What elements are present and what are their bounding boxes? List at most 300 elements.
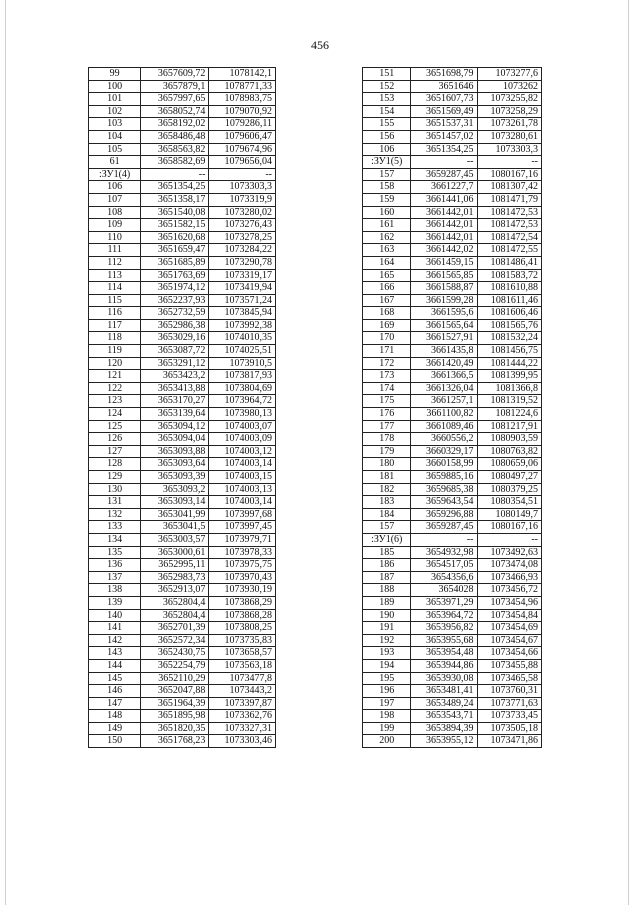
point-number-cell: 106 [363,143,411,156]
y-coordinate-cell: 1073505,18 [477,722,541,735]
x-coordinate-cell: 3651354,25 [141,181,209,194]
point-number-cell: 123 [89,395,141,408]
x-coordinate-cell: 3653489,24 [411,697,477,710]
y-coordinate-cell: 1073258,29 [477,105,541,118]
table-row [363,685,542,698]
x-coordinate-cell: 3651763,69 [141,269,209,282]
table-row [363,559,542,572]
x-coordinate-cell: 3653423,2 [141,370,209,383]
point-number-cell: 110 [89,231,141,244]
y-coordinate-cell: 1074003,07 [209,420,276,433]
x-coordinate-cell: 3654517,05 [411,559,477,572]
table-row [363,622,542,635]
x-coordinate-cell: 3661565,85 [411,269,477,282]
table-row [363,659,542,672]
x-coordinate-cell: 3661459,15 [411,256,477,269]
x-coordinate-cell: 3661599,28 [411,294,477,307]
x-coordinate-cell: 3653139,64 [141,408,209,421]
table-row [89,193,276,206]
table-row [89,609,276,622]
point-number-cell: 154 [363,105,411,118]
y-coordinate-cell: 1073276,43 [209,219,276,232]
y-coordinate-cell: 1073910,5 [209,357,276,370]
x-coordinate-cell: 3660329,17 [411,445,477,458]
point-number-cell: 115 [89,294,141,307]
point-number-cell: 139 [89,596,141,609]
y-coordinate-cell: 1073997,45 [209,521,276,534]
y-coordinate-cell: 1073868,28 [209,609,276,622]
y-coordinate-cell: 1073735,83 [209,634,276,647]
x-coordinate-cell: 3661227,7 [411,181,477,194]
y-coordinate-cell: 1073964,72 [209,395,276,408]
y-coordinate-cell: 1073970,43 [209,571,276,584]
y-coordinate-cell: 1073261,78 [477,118,541,131]
point-number-cell: 103 [89,118,141,131]
table-row [89,80,276,93]
x-coordinate-cell: 3661442,01 [411,219,477,232]
point-number-cell: 147 [89,697,141,710]
x-coordinate-cell: 3657997,65 [141,93,209,106]
point-number-cell: 120 [89,357,141,370]
x-coordinate-cell: 3659296,88 [411,508,477,521]
x-coordinate-cell: 3651659,47 [141,244,209,257]
y-coordinate-cell: 1080149,7 [477,508,541,521]
point-number-cell: 170 [363,332,411,345]
point-number-cell: 162 [363,231,411,244]
x-coordinate-cell: 3652804,4 [141,609,209,622]
table-row [89,584,276,597]
x-coordinate-cell: 3653955,12 [411,735,477,748]
y-coordinate-cell: 1081472,53 [477,206,541,219]
table-row [89,307,276,320]
point-number-cell: 152 [363,80,411,93]
table-row [363,521,542,534]
y-coordinate-cell: 1073362,76 [209,710,276,723]
y-coordinate-cell: 1079674,96 [209,143,276,156]
y-coordinate-cell: 1073868,29 [209,596,276,609]
table-row [89,93,276,106]
table-row [89,559,276,572]
table-row [89,697,276,710]
table-row [363,471,542,484]
point-number-cell: 61 [89,156,141,169]
point-number-cell: 183 [363,496,411,509]
point-number-cell: 102 [89,105,141,118]
point-number-cell: 146 [89,685,141,698]
table-row [363,634,542,647]
x-coordinate-cell: 3658192,02 [141,118,209,131]
y-coordinate-cell: 1074003,14 [209,496,276,509]
table-row [89,483,276,496]
point-number-cell: 185 [363,546,411,559]
point-number-cell: 188 [363,584,411,597]
table-row [89,319,276,332]
table-row [89,722,276,735]
table-row [363,395,542,408]
point-number-cell: 134 [89,533,141,546]
y-coordinate-cell: 1081307,42 [477,181,541,194]
point-number-cell: 178 [363,433,411,446]
x-coordinate-cell: 3653930,08 [411,672,477,685]
point-number-cell: 136 [89,559,141,572]
table-row [363,118,542,131]
x-coordinate-cell: 3652237,93 [141,294,209,307]
y-coordinate-cell: 1081610,88 [477,282,541,295]
y-coordinate-cell: 1073474,08 [477,559,541,572]
y-coordinate-cell: 1074003,13 [209,483,276,496]
y-coordinate-cell: 1073443,2 [209,685,276,698]
x-coordinate-cell: 3653041,5 [141,521,209,534]
x-coordinate-cell: 3659287,45 [411,521,477,534]
x-coordinate-cell: 3653954,48 [411,647,477,660]
table-row [363,445,542,458]
x-coordinate-cell: 3653093,88 [141,445,209,458]
point-number-cell: 101 [89,93,141,106]
x-coordinate-cell: -- [411,533,477,546]
table-row [89,647,276,660]
y-coordinate-cell: 1073303,46 [209,735,276,748]
point-number-cell: 118 [89,332,141,345]
point-number-cell: 144 [89,659,141,672]
y-coordinate-cell: 1074003,14 [209,458,276,471]
y-coordinate-cell: 1081472,54 [477,231,541,244]
table-row [89,118,276,131]
table-row [363,382,542,395]
table-row [363,256,542,269]
table-row [89,143,276,156]
x-coordinate-cell: 3652986,38 [141,319,209,332]
table-row [363,496,542,509]
point-number-cell: 175 [363,395,411,408]
point-number-cell: 194 [363,659,411,672]
x-coordinate-cell: 3661588,87 [411,282,477,295]
table-row [89,345,276,358]
point-number-cell: 142 [89,634,141,647]
table-row [89,231,276,244]
x-coordinate-cell: 3653041,99 [141,508,209,521]
table-row [363,710,542,723]
point-number-cell: 145 [89,672,141,685]
x-coordinate-cell: 3653170,27 [141,395,209,408]
y-coordinate-cell: 1073992,38 [209,319,276,332]
y-coordinate-cell: 1079286,11 [209,118,276,131]
point-number-cell: 138 [89,584,141,597]
x-coordinate-cell: 3652254,79 [141,659,209,672]
x-coordinate-cell: 3661420,49 [411,357,477,370]
table-row [89,206,276,219]
table-row [363,672,542,685]
y-coordinate-cell: 1073454,67 [477,634,541,647]
point-number-cell: 156 [363,130,411,143]
point-number-cell: 157 [363,168,411,181]
point-number-cell: 133 [89,521,141,534]
x-coordinate-cell: 3651582,15 [141,219,209,232]
point-number-cell: :ЗУ1(4) [89,168,141,181]
table-row [89,622,276,635]
table-row [89,382,276,395]
table-row [363,584,542,597]
point-number-cell: 193 [363,647,411,660]
table-row [89,282,276,295]
y-coordinate-cell: 1080167,16 [477,168,541,181]
table-row [89,420,276,433]
y-coordinate-cell: 1079606,47 [209,130,276,143]
y-coordinate-cell: 1074010,35 [209,332,276,345]
x-coordinate-cell: 3661100,82 [411,408,477,421]
y-coordinate-cell: 1073290,78 [209,256,276,269]
y-coordinate-cell: 1073979,71 [209,533,276,546]
table-row [89,219,276,232]
x-coordinate-cell: 3651685,89 [141,256,209,269]
x-coordinate-cell: 3657879,1 [141,80,209,93]
point-number-cell: 100 [89,80,141,93]
table-row [363,105,542,118]
y-coordinate-cell: 1080497,27 [477,471,541,484]
point-number-cell: 184 [363,508,411,521]
x-coordinate-cell: 3651358,17 [141,193,209,206]
y-coordinate-cell: 1073397,87 [209,697,276,710]
point-number-cell: :ЗУ1(5) [363,156,411,169]
table-row [89,445,276,458]
x-coordinate-cell: 3652047,88 [141,685,209,698]
y-coordinate-cell: 1081611,46 [477,294,541,307]
point-number-cell: 108 [89,206,141,219]
y-coordinate-cell: 1078142,1 [209,68,276,81]
point-number-cell: 157 [363,521,411,534]
table-row [89,181,276,194]
table-row [363,206,542,219]
y-coordinate-cell: 1073327,31 [209,722,276,735]
x-coordinate-cell: 3661442,01 [411,206,477,219]
table-row [363,735,542,748]
page-number: 456 [311,38,329,52]
point-number-cell: 135 [89,546,141,559]
y-coordinate-cell: 1073978,33 [209,546,276,559]
point-number-cell: 160 [363,206,411,219]
y-coordinate-cell: 1074003,12 [209,445,276,458]
y-coordinate-cell: 1081606,46 [477,307,541,320]
x-coordinate-cell: 3653087,72 [141,345,209,358]
y-coordinate-cell: 1073997,68 [209,508,276,521]
scan-edge-right [628,0,629,905]
table-row [363,571,542,584]
scan-edge-left [5,0,6,905]
point-number-cell: 119 [89,345,141,358]
point-number-cell: 182 [363,483,411,496]
y-coordinate-cell: 1073804,69 [209,382,276,395]
table-row [363,93,542,106]
y-coordinate-cell: 1073658,57 [209,647,276,660]
x-coordinate-cell: 3653029,16 [141,332,209,345]
x-coordinate-cell: 3653093,64 [141,458,209,471]
y-coordinate-cell: 1073303,3 [477,143,541,156]
y-coordinate-cell: 1080903,59 [477,433,541,446]
x-coordinate-cell: 3653003,57 [141,533,209,546]
table-row [89,294,276,307]
point-number-cell: 131 [89,496,141,509]
x-coordinate-cell: 3651768,23 [141,735,209,748]
y-coordinate-cell: 1080763,82 [477,445,541,458]
x-coordinate-cell: 3653093,14 [141,496,209,509]
table-row [363,80,542,93]
x-coordinate-cell: 3653413,88 [141,382,209,395]
table-row [363,370,542,383]
table-row [89,685,276,698]
point-number-cell: 180 [363,458,411,471]
x-coordinate-cell: 3658486,48 [141,130,209,143]
point-number-cell: 105 [89,143,141,156]
point-number-cell: 197 [363,697,411,710]
table-row [363,420,542,433]
table-row [89,533,276,546]
point-number-cell: 179 [363,445,411,458]
x-coordinate-cell: 3651620,68 [141,231,209,244]
section-header-row [89,168,276,181]
y-coordinate-cell: 1080167,16 [477,521,541,534]
point-number-cell: 112 [89,256,141,269]
table-row [363,231,542,244]
y-coordinate-cell: 1080379,25 [477,483,541,496]
y-coordinate-cell: 1081217,91 [477,420,541,433]
x-coordinate-cell: 3661595,6 [411,307,477,320]
x-coordinate-cell: 3653894,39 [411,722,477,735]
y-coordinate-cell: 1081471,79 [477,193,541,206]
x-coordinate-cell: 3653000,61 [141,546,209,559]
table-row [89,156,276,169]
table-row [363,130,542,143]
x-coordinate-cell: 3653956,82 [411,622,477,635]
y-coordinate-cell: 1073284,22 [209,244,276,257]
x-coordinate-cell: -- [411,156,477,169]
point-number-cell: 196 [363,685,411,698]
table-row [363,483,542,496]
y-coordinate-cell: 1073771,63 [477,697,541,710]
point-number-cell: 125 [89,420,141,433]
x-coordinate-cell: 3651964,39 [141,697,209,710]
table-row [363,647,542,660]
point-number-cell: 150 [89,735,141,748]
x-coordinate-cell: 3661527,91 [411,332,477,345]
y-coordinate-cell: 1073975,75 [209,559,276,572]
y-coordinate-cell: 1081456,75 [477,345,541,358]
point-number-cell: 173 [363,370,411,383]
table-row [89,546,276,559]
point-number-cell: 129 [89,471,141,484]
y-coordinate-cell: 1073845,94 [209,307,276,320]
table-row [89,596,276,609]
table-row [363,345,542,358]
table-row [363,282,542,295]
point-number-cell: 107 [89,193,141,206]
table-row [363,332,542,345]
table-row [363,408,542,421]
point-number-cell: 166 [363,282,411,295]
y-coordinate-cell: 1073465,58 [477,672,541,685]
point-number-cell: 126 [89,433,141,446]
section-header-row [363,533,542,546]
point-number-cell: 106 [89,181,141,194]
y-coordinate-cell: 1081444,22 [477,357,541,370]
point-number-cell: 190 [363,609,411,622]
table-row [363,244,542,257]
y-coordinate-cell: 1073456,72 [477,584,541,597]
coordinates-table-right [362,67,542,748]
point-number-cell: 171 [363,345,411,358]
point-number-cell: 114 [89,282,141,295]
x-coordinate-cell: 3652995,11 [141,559,209,572]
coordinates-table-left [88,67,276,748]
table-row [363,508,542,521]
table-row [363,433,542,446]
x-coordinate-cell: 3652804,4 [141,596,209,609]
point-number-cell: 199 [363,722,411,735]
x-coordinate-cell: 3653971,29 [411,596,477,609]
x-coordinate-cell: 3653543,71 [411,710,477,723]
x-coordinate-cell: 3652110,29 [141,672,209,685]
x-coordinate-cell: 3651457,02 [411,130,477,143]
point-number-cell: 124 [89,408,141,421]
y-coordinate-cell: 1073455,88 [477,659,541,672]
point-number-cell: 132 [89,508,141,521]
point-number-cell: 109 [89,219,141,232]
x-coordinate-cell: 3652983,73 [141,571,209,584]
table-row [363,722,542,735]
x-coordinate-cell: 3651607,73 [411,93,477,106]
point-number-cell: 137 [89,571,141,584]
x-coordinate-cell: 3658582,69 [141,156,209,169]
y-coordinate-cell: 1073319,9 [209,193,276,206]
x-coordinate-cell: 3658563,82 [141,143,209,156]
y-coordinate-cell: 1073492,63 [477,546,541,559]
point-number-cell: 155 [363,118,411,131]
table-row [89,244,276,257]
table-row [89,659,276,672]
y-coordinate-cell: 1073454,96 [477,596,541,609]
x-coordinate-cell: 3661257,1 [411,395,477,408]
point-number-cell: 153 [363,93,411,106]
x-coordinate-cell: -- [141,168,209,181]
y-coordinate-cell: 1081319,52 [477,395,541,408]
y-coordinate-cell: 1073571,24 [209,294,276,307]
point-number-cell: 158 [363,181,411,194]
point-number-cell: 164 [363,256,411,269]
table-row [89,408,276,421]
point-number-cell: 121 [89,370,141,383]
point-number-cell: 167 [363,294,411,307]
point-number-cell: 159 [363,193,411,206]
y-coordinate-cell: 1073471,86 [477,735,541,748]
table-row [89,332,276,345]
point-number-cell: 141 [89,622,141,635]
table-row [363,68,542,81]
point-number-cell: 163 [363,244,411,257]
y-coordinate-cell: 1073280,02 [209,206,276,219]
x-coordinate-cell: 3652572,34 [141,634,209,647]
point-number-cell: 128 [89,458,141,471]
y-coordinate-cell: 1073454,69 [477,622,541,635]
x-coordinate-cell: 3651820,35 [141,722,209,735]
point-number-cell: 161 [363,219,411,232]
table-row [89,735,276,748]
x-coordinate-cell: 3654356,6 [411,571,477,584]
y-coordinate-cell: 1073255,82 [477,93,541,106]
point-number-cell: 148 [89,710,141,723]
point-number-cell: 168 [363,307,411,320]
x-coordinate-cell: 3654932,98 [411,546,477,559]
point-number-cell: 140 [89,609,141,622]
x-coordinate-cell: 3653481,41 [411,685,477,698]
x-coordinate-cell: 3653094,12 [141,420,209,433]
